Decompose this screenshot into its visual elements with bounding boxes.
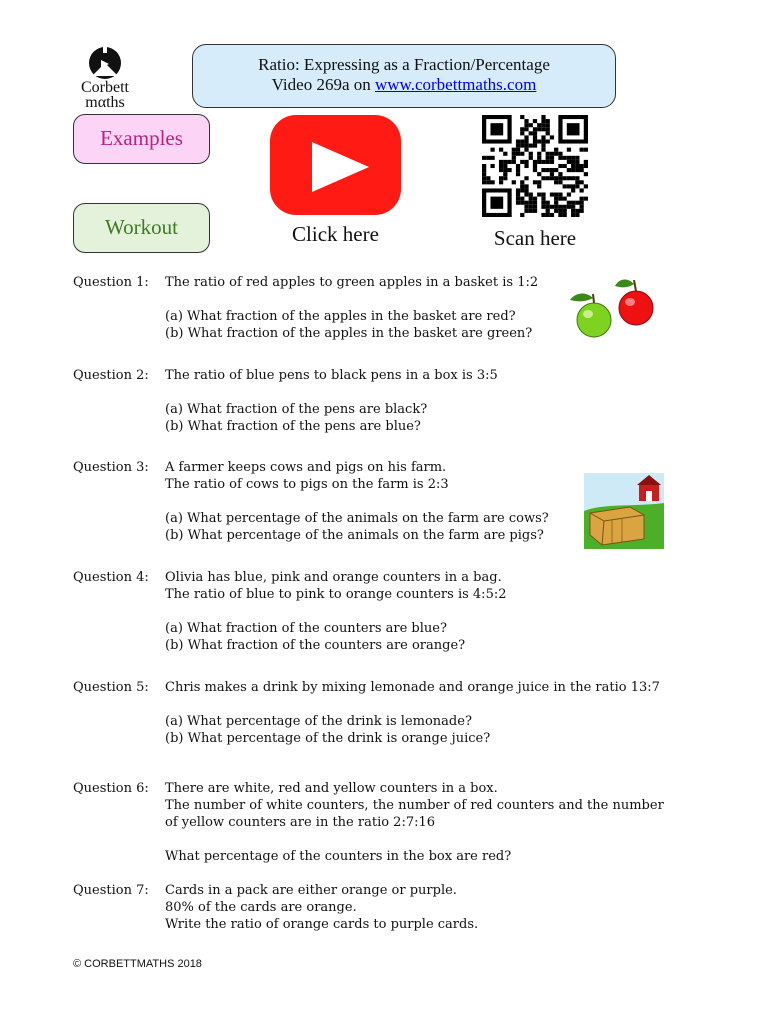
worksheet-title: Ratio: Expressing as a Fraction/Percentage [258, 55, 550, 74]
question-part-b: (b) What fraction of the apples in the basket are green? [165, 326, 533, 341]
question-text: There are white, red and yellow counters in a box. [165, 781, 498, 796]
question-part-a: (a) What fraction of the pens are black? [165, 402, 428, 417]
question-part-b: (b) What percentage of the animals on the farm are pigs? [165, 528, 544, 543]
qr-code [482, 115, 588, 217]
question-label: Question 4: [73, 570, 149, 585]
question-text: Chris makes a drink by mixing lemonade and orange juice in the ratio 13:7 [165, 680, 660, 695]
video-reference [193, 75, 615, 95]
question-label: Question 7: [73, 883, 149, 898]
corbettmaths-logo [72, 46, 138, 112]
click-here-label: Click here [292, 222, 379, 246]
question-text: The ratio of cows to pigs on the farm is 2:3 [165, 477, 449, 492]
workout-button[interactable]: Workout [73, 203, 210, 253]
copyright-footer: © CORBETTMATHS 2018 [73, 958, 202, 970]
question-part-b: (b) What fraction of the counters are orange? [165, 638, 466, 653]
question-text: The ratio of red apples to green apples in a basket is 1:2 [165, 275, 539, 290]
scan-here-label: Scan here [493, 226, 577, 250]
video-play-button[interactable] [270, 115, 401, 215]
question-part: What percentage of the counters in the box are red? [165, 849, 512, 864]
question-text: Write the ratio of orange cards to purple cards. [165, 917, 479, 932]
question-part-b: (b) What fraction of the pens are blue? [165, 419, 421, 434]
video-prefix: Video 269a on [271, 75, 375, 94]
question-text: Olivia has blue, pink and orange counters in a bag. [165, 570, 502, 585]
question-text: Cards in a pack are either orange or purple. [165, 883, 457, 898]
question-text: A farmer keeps cows and pigs on his farm. [165, 460, 447, 475]
logo-line1: Corbett [81, 79, 129, 96]
question-text: of yellow counters are in the ratio 2:7:16 [165, 815, 436, 830]
question-label: Question 1: [73, 275, 149, 290]
play-icon [270, 115, 401, 215]
question-part-a: (a) What fraction of the apples in the basket are red? [165, 309, 516, 324]
question-text: The number of white counters, the number of red counters and the number [165, 798, 664, 813]
question-part-a: (a) What percentage of the animals on the farm are cows? [165, 511, 549, 526]
question-label: Question 6: [73, 781, 149, 796]
question-text: 80% of the cards are orange. [165, 900, 357, 915]
logo-line2: mαths [85, 94, 125, 111]
question-text: The ratio of blue pens to black pens in a box is 3:5 [165, 368, 498, 383]
examples-button[interactable]: Examples [73, 114, 210, 164]
question-part-a: (a) What fraction of the counters are blue? [165, 621, 447, 636]
question-label: Question 5: [73, 680, 149, 695]
logo-emblem-icon [88, 46, 122, 80]
qr-code-icon [482, 115, 588, 217]
question-label: Question 2: [73, 368, 149, 383]
question-text: The ratio of blue to pink to orange counters is 4:5:2 [165, 587, 507, 602]
title-box [192, 44, 616, 108]
question-part-a: (a) What percentage of the drink is lemonade? [165, 714, 472, 729]
question-label: Question 3: [73, 460, 149, 475]
corbettmaths-link[interactable]: www.corbettmaths.com [375, 75, 537, 94]
question-part-b: (b) What percentage of the drink is orange juice? [165, 731, 491, 746]
